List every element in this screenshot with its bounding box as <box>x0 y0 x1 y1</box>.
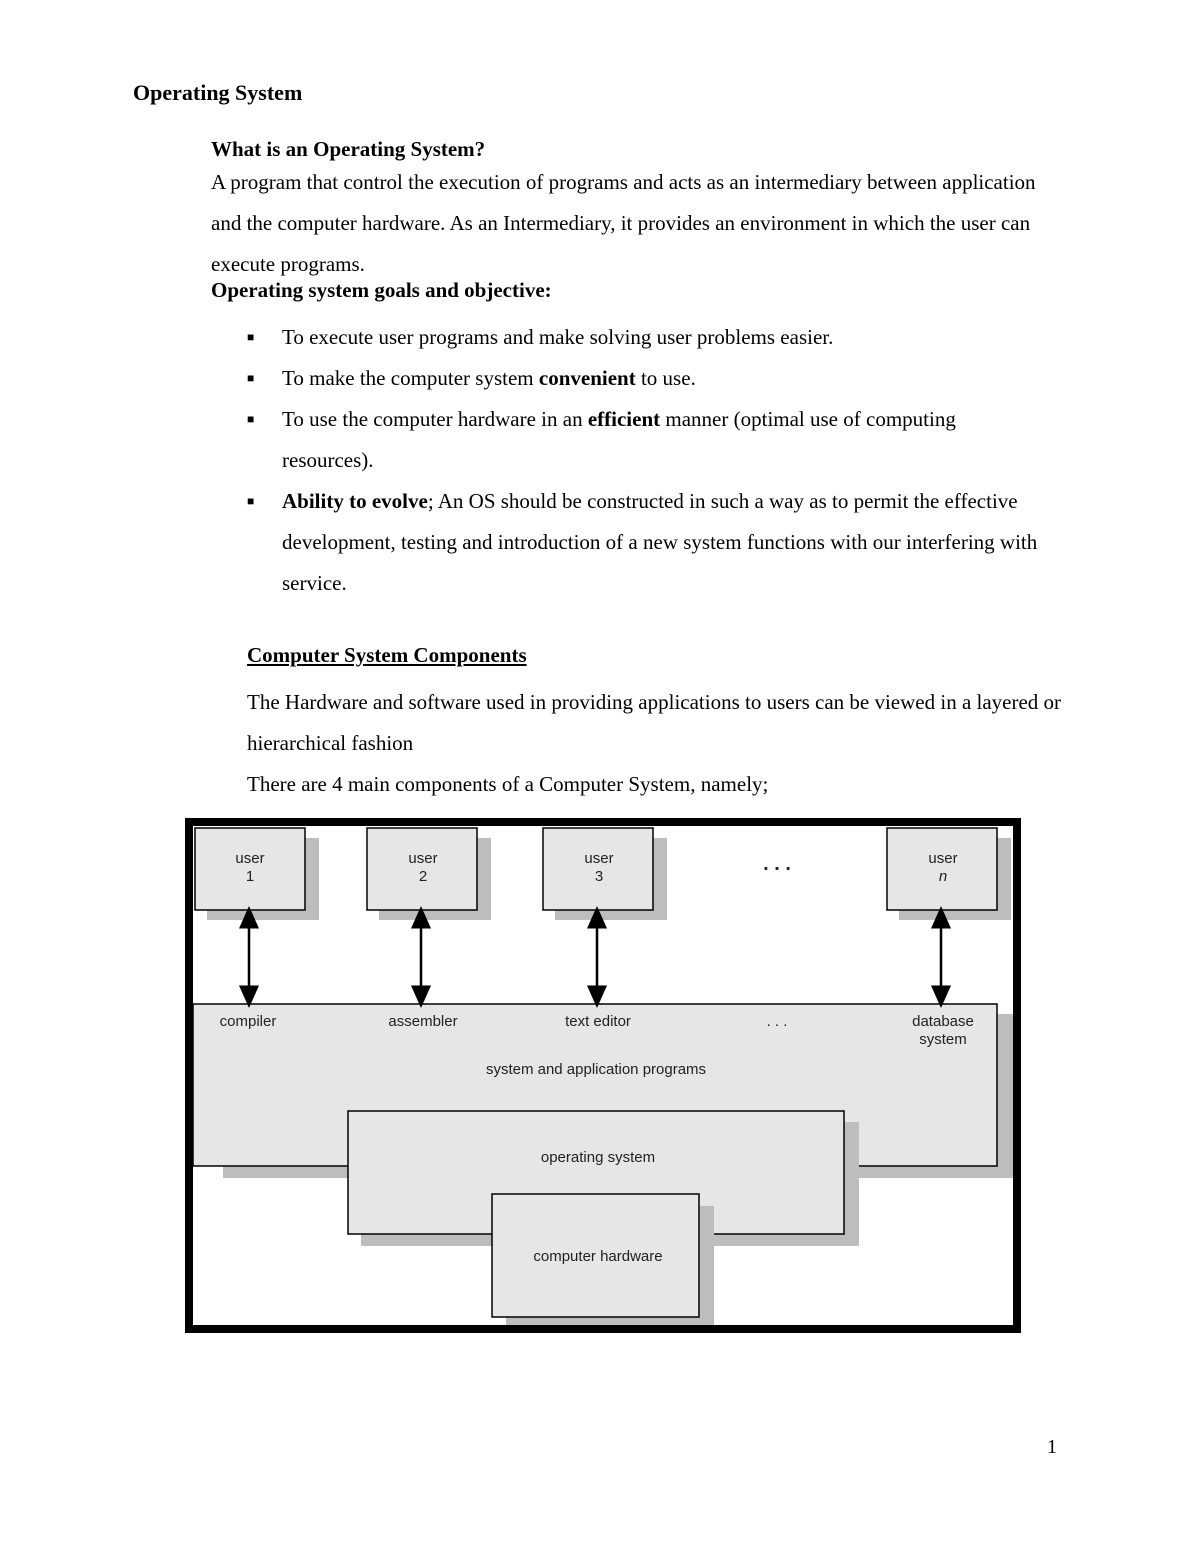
program-label: database <box>912 1013 974 1030</box>
user-label: user <box>408 850 438 867</box>
goal-text: ; An OS should be constructed in such a way as to permit the effective development, testing and introduction of a new system functions with our interfering with service. <box>282 489 1038 595</box>
bullet-icon: ■ <box>247 330 255 344</box>
bullet-icon: ■ <box>247 412 255 426</box>
page-number: 1 <box>1047 1436 1057 1458</box>
bullet-icon: ■ <box>247 371 255 385</box>
program-label: assembler <box>388 1013 458 1030</box>
goal-emphasis: Ability to evolve <box>282 489 428 513</box>
goal-text: manner (optimal use of computing resources). <box>282 407 956 472</box>
document-title: Operating System <box>133 80 303 105</box>
program-label: system <box>919 1031 967 1048</box>
goals-list <box>247 317 1047 604</box>
goal-emphasis: convenient <box>538 366 636 390</box>
intro-section <box>211 136 1071 285</box>
goal-text: To use the computer hardware in an <box>282 407 588 431</box>
program-ellipsis: . . . <box>766 1013 788 1030</box>
goal-text: To execute user programs and make solving user problems easier. <box>282 325 834 349</box>
hardware-layer-label: computer hardware <box>533 1248 663 1265</box>
user-box <box>543 828 667 920</box>
goal-item <box>247 481 1047 604</box>
user-number: 3 <box>594 868 604 885</box>
intro-text: A program that control the execution of programs and acts as an intermediary between application and the computer hardware. As an Intermediary, it provides an environment in which the user can execute programs. <box>211 170 1036 276</box>
components-paragraph-1: The Hardware and software used in providing applications to users can be viewed in a layered or hierarchical fashion <box>247 690 1062 755</box>
user-label: user <box>928 850 958 867</box>
user-number: 1 <box>245 868 255 885</box>
user-number: n <box>938 868 948 885</box>
goal-text: To make the computer system <box>282 366 539 390</box>
goal-item <box>247 358 1047 399</box>
user-box <box>887 828 1011 920</box>
goal-item <box>247 399 1047 481</box>
components-text <box>247 682 1077 805</box>
goal-text: to use. <box>635 366 696 390</box>
user-label: user <box>235 850 265 867</box>
user-box <box>195 828 319 920</box>
goal-item <box>247 317 1047 358</box>
os-layer-label: operating system <box>540 1149 656 1166</box>
components-heading: Computer System Components <box>247 643 527 667</box>
goals-heading: Operating system goals and objective: <box>211 278 552 302</box>
computer-system-diagram <box>185 818 1021 1333</box>
user-number: 2 <box>418 868 428 885</box>
program-label: compiler <box>219 1013 277 1030</box>
user-box <box>367 828 491 920</box>
goal-emphasis: efficient <box>587 407 661 431</box>
components-paragraph-2: There are 4 main components of a Computer System, namely; <box>247 772 769 796</box>
user-ellipsis: . . . <box>763 853 791 875</box>
user-label: user <box>584 850 614 867</box>
intro-heading: What is an Operating System? <box>211 137 486 161</box>
bullet-icon: ■ <box>247 494 255 508</box>
programs-layer-label: system and application programs <box>485 1061 707 1078</box>
program-label: text editor <box>565 1013 631 1030</box>
diagram-svg <box>185 818 1021 1333</box>
